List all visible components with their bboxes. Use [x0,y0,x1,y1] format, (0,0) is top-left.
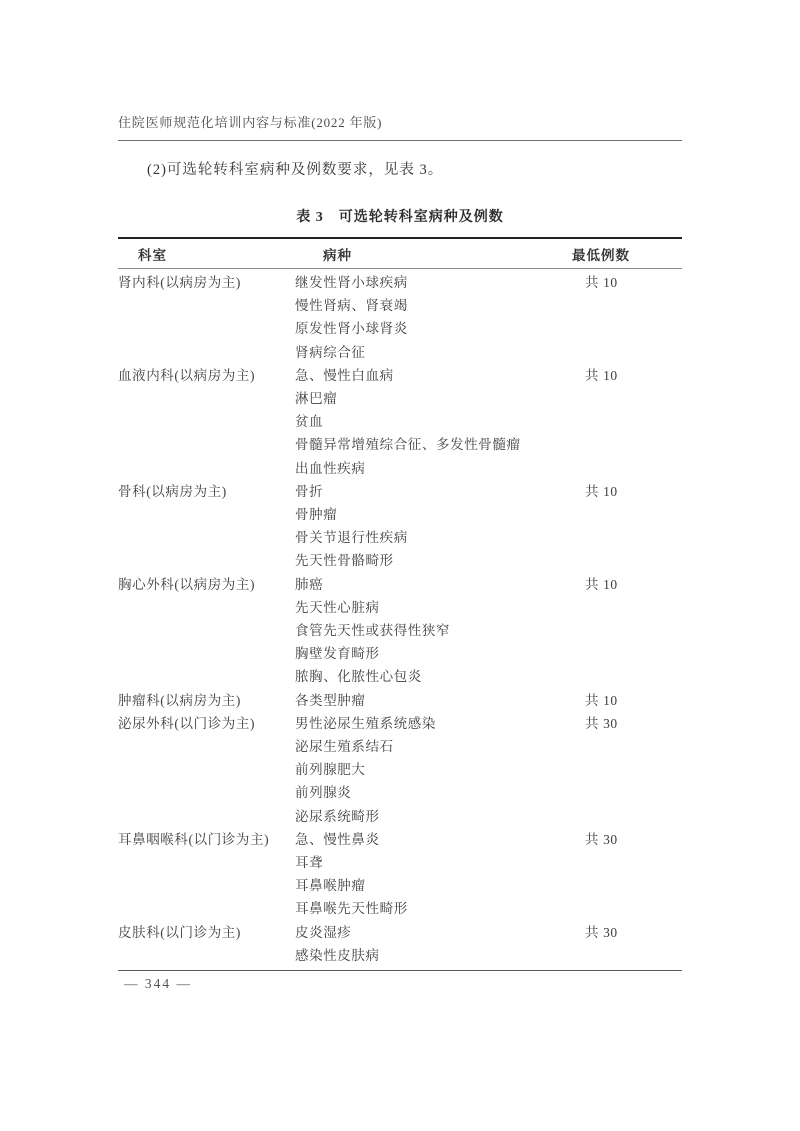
disease-cell [295,573,572,689]
disease-line: 原发性肾小球肾炎 [295,321,408,337]
disease-line: 耳鼻喉先天性畸形 [295,901,408,917]
table-body [118,269,682,970]
disease-line: 先天性心脏病 [295,599,380,615]
disease-cell [295,828,572,921]
department-cell: 泌尿外科(以门诊为主) [118,715,256,731]
disease-line: 食管先天性或获得性狭窄 [295,623,451,639]
body-paragraph: (2)可选轮转科室病种及例数要求，见表 3。 [147,162,444,178]
disease-line: 前列腺炎 [295,785,352,801]
disease-line: 耳鼻喉肿瘤 [295,878,366,894]
disease-cell [295,712,572,828]
department-cell: 皮肤科(以门诊为主) [118,924,241,940]
min-cases-cell: 共 10 [585,367,618,383]
disease-line: 骨肿瘤 [295,507,338,523]
department-cell: 肿瘤科(以病房为主) [118,692,241,708]
disease-line: 前列腺肥大 [295,762,366,778]
min-cases-cell: 共 30 [585,715,618,731]
table-row [118,573,682,689]
disease-line: 急、慢性白血病 [295,367,394,383]
min-cases-cell: 共 30 [585,924,618,940]
disease-line: 骨关节退行性疾病 [295,530,408,546]
min-cases-cell: 共 10 [585,692,618,708]
disease-line: 骨髓异常增殖综合征、多发性骨髓瘤 [295,437,521,453]
disease-cell [295,921,572,967]
disease-line: 出血性疾病 [295,460,366,476]
table-row [118,480,682,573]
disease-line: 皮炎湿疹 [295,924,352,940]
min-cases-cell: 共 10 [585,483,618,499]
department-cell: 骨科(以病房为主) [118,483,227,499]
table-row [118,271,682,364]
disease-line: 淋巴瘤 [295,391,338,407]
disease-line: 感染性皮肤病 [295,947,380,963]
min-cases-cell: 共 10 [585,576,618,592]
disease-line: 贫血 [295,414,324,430]
department-cell: 血液内科(以病房为主) [118,367,256,383]
disease-line: 脓胸、化脓性心包炎 [295,669,422,685]
department-cell: 肾内科(以病房为主) [118,275,241,290]
page-number: — 344 — [124,976,192,991]
table-header-row [118,239,682,269]
table-caption: 表 3 可选轮转科室病种及例数 [296,210,504,225]
disease-line: 男性泌尿生殖系统感染 [295,715,436,731]
disease-line: 胸壁发育畸形 [295,646,380,662]
disease-cell [295,480,572,573]
department-cell: 胸心外科(以病房为主) [118,576,256,592]
disease-cell [295,271,572,364]
disease-line: 继发性肾小球疾病 [295,275,408,290]
column-header-disease: 病种 [323,247,352,263]
disease-cell [295,689,572,712]
min-cases-cell: 共 10 [585,275,618,290]
column-header-department: 科室 [138,247,167,263]
department-cell: 耳鼻咽喉科(以门诊为主) [118,831,270,847]
table-row [118,828,682,921]
running-header: 住院医师规范化培训内容与标准(2022 年版) [118,112,682,141]
page-content [118,112,682,971]
disease-line: 先天性骨骼畸形 [295,553,394,569]
table-row [118,689,682,712]
min-cases-cell: 共 30 [585,831,618,847]
disease-line: 各类型肿瘤 [295,692,366,708]
table [118,237,682,971]
disease-line: 骨折 [295,483,324,499]
table-row [118,364,682,480]
table-row [118,712,682,828]
disease-line: 耳聋 [295,855,324,871]
disease-cell [295,364,572,480]
disease-line: 肾病综合征 [295,344,366,360]
table-row [118,921,682,967]
disease-line: 急、慢性鼻炎 [295,831,380,847]
column-header-min-cases: 最低例数 [572,247,630,263]
disease-line: 泌尿生殖系结石 [295,739,394,755]
disease-line: 慢性肾病、肾衰竭 [295,298,408,314]
disease-line: 泌尿系统畸形 [295,808,380,824]
disease-line: 肺癌 [295,576,324,592]
